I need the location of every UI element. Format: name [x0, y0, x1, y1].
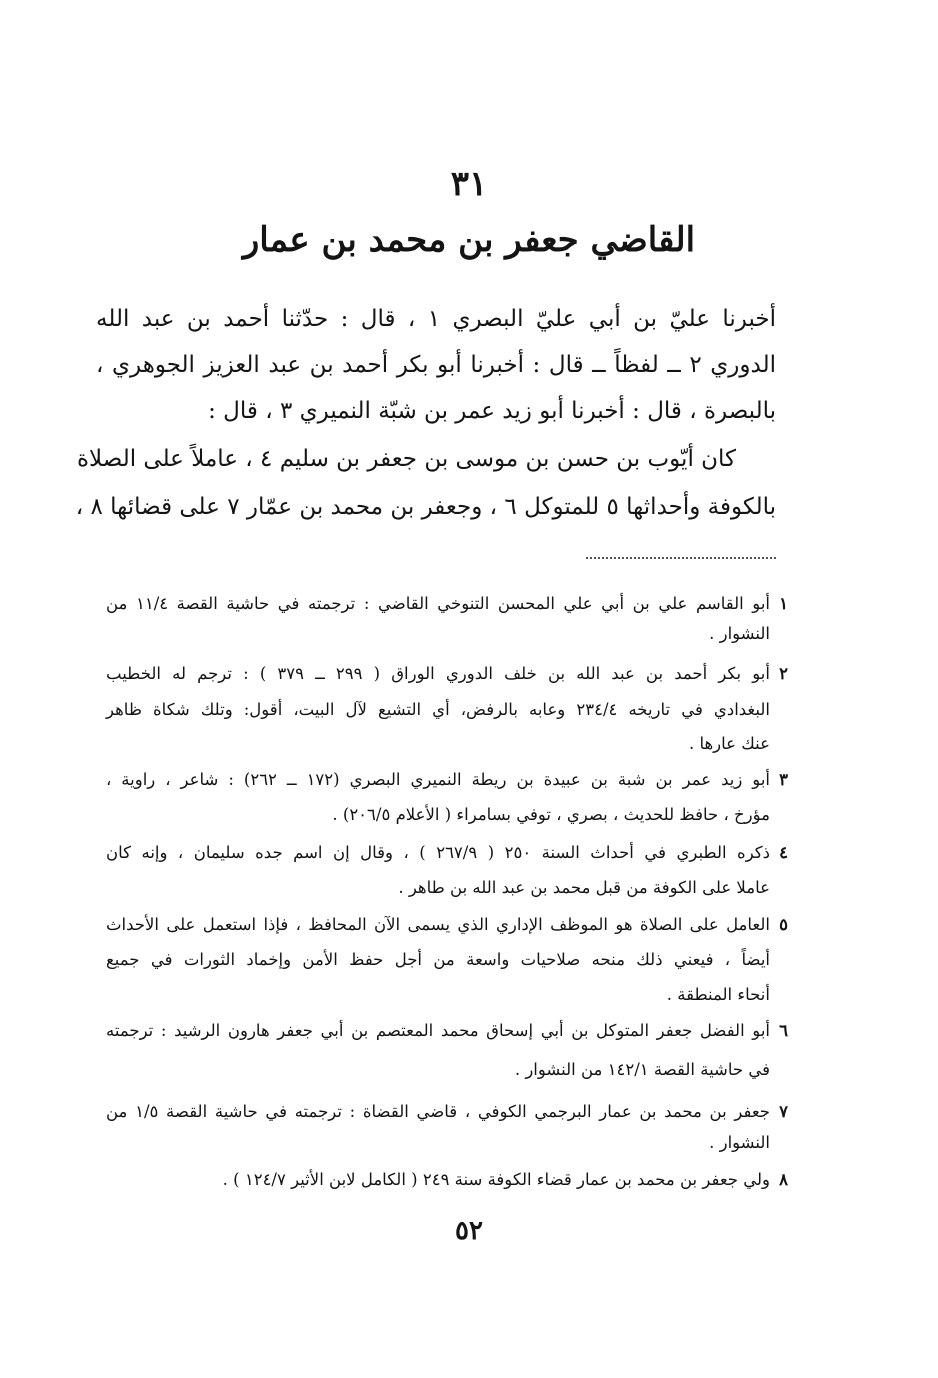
chapter-number: ٣١: [450, 164, 488, 204]
footnote-line: النشوار .: [709, 624, 770, 643]
footnote-number: ٢: [779, 664, 788, 683]
body-line: بالبصرة ، قال : أخبرنا أبو زيد عمر بن شبّة النميري ٣ ، قال :: [208, 398, 776, 424]
footnote-line: عاملا على الكوفة من قبل محمد بن عبد الله بن طاهر .: [398, 878, 770, 897]
footnote-line: أبو بكر أحمد بن عبد الله بن خلف الدوري الوراق ( ٢٩٩ ــ ٣٧٩ ) : ترجم له الخطيب: [106, 664, 770, 683]
footnote-line: مؤرخ ، حافظ للحديث ، بصري ، توفي بسامراء ( الأعلام ٢٠٦/٥) .: [332, 805, 770, 824]
footnote-line: ذكره الطبري في أحداث السنة ٢٥٠ ( ٢٦٧/٩ ) ، وقال إن اسم جده سليمان ، وإنه كان: [106, 843, 771, 862]
footnote-line: في حاشية القصة ١٤٢/١ من النشوار .: [514, 1060, 770, 1079]
footnote-number: ٧: [779, 1102, 788, 1121]
footnote-line: عنك عارها .: [688, 734, 770, 753]
footnote-line: ولي جعفر بن محمد بن عمار قضاء الكوفة سنة ٢٤٩ ( الكامل لابن الأثير ١٢٤/٧ ) .: [222, 1170, 770, 1189]
page-number: ٥٢: [455, 1216, 483, 1246]
footnote-line: أبو الفضل جعفر المتوكل بن أبي إسحاق محمد المعتصم بن أبي جعفر هارون الرشيد : ترجمته: [106, 1021, 770, 1040]
footnote-number: ٣: [779, 770, 788, 789]
body-line: كان أيّوب بن حسن بن موسى بن جعفر بن سليم ٤ ، عاملاً على الصلاة: [76, 446, 736, 472]
body-line: أخبرنا عليّ بن أبي عليّ البصري ١ ، قال : حدّثنا أحمد بن عبد الله: [96, 306, 776, 332]
body-line: بالكوفة وأحداثها ٥ للمتوكل ٦ ، وجعفر بن محمد بن عمّار ٧ على قضائها ٨ ،: [75, 494, 776, 520]
footnote-line: البغدادي في تاريخه ٢٣٤/٤ وعابه بالرفض، أي التشيع لآل البيت، أقول: وتلك شكاة ظاهر: [106, 700, 770, 719]
footnote-number: ٤: [779, 843, 788, 862]
footnote-line: أيضاً ، فيعني ذلك منحه صلاحيات واسعة من أجل حفظ الأمن وإخماد الثورات في جميع: [106, 950, 770, 969]
footnote-number: ١: [779, 594, 788, 613]
footnote-line: أبو القاسم علي بن أبي علي المحسن التنوخي القاضي : ترجمته في حاشية القصة ١١/٤ من: [106, 594, 770, 613]
footnote-line: العامل على الصلاة هو الموظف الإداري الذي يسمى الآن المحافظ ، فإذا استعمل على الأحداث: [106, 915, 770, 934]
footnote-number: ٦: [779, 1021, 788, 1040]
footnote-line: أبو زيد عمر بن شبة بن عبيدة بن ريطة النميري البصري (١٧٢ ــ ٢٦٢) : شاعر ، راوية ،: [106, 770, 770, 789]
footnote-separator: [586, 557, 776, 559]
chapter-title: القاضي جعفر بن محمد بن عمار: [242, 220, 696, 260]
body-line: الدوري ٢ ــ لفظاً ــ قال : أخبرنا أبو بكر أحمد بن عبد العزيز الجوهري ،: [96, 352, 776, 378]
footnote-number: ٨: [779, 1170, 788, 1189]
footnote-number: ٥: [779, 915, 788, 934]
footnote-line: جعفر بن محمد بن عمار البرجمي الكوفي ، قاضي القضاة : ترجمته في حاشية القصة ١/٥ من: [106, 1102, 770, 1121]
footnote-line: النشوار .: [709, 1133, 770, 1152]
footnote-line: أنحاء المنطقة .: [666, 985, 770, 1004]
